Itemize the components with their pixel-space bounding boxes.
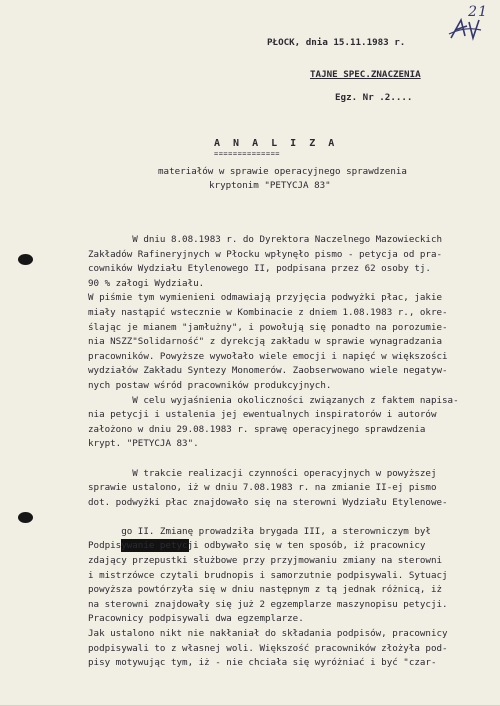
body-line: nia NSZZ"Solidarność" z dyrekcją zakładu w sprawie wynagradzania [88, 336, 443, 348]
body-line: założono w dniu 29.08.1983 r. sprawę operacyjnego sprawdzenia [88, 423, 426, 435]
subtitle-line-1: materiałów w sprawie operacyjnego sprawdzenia [158, 166, 407, 177]
punch-hole-bottom [18, 512, 33, 523]
body-line: Podpisywanie petycji odbywało się w ten sposób, iż pracownicy [88, 540, 426, 552]
body-line: cowników Wydziału Etylenowego II, podpisana przez 62 osoby tj. [88, 263, 431, 275]
body-line: Jak ustalono nikt nie nakłaniał do składania podpisów, pracownicy [88, 628, 448, 640]
body-line: ślając je mianem "jamłużny", i powołują się ponadto na porozumie- [88, 321, 448, 333]
handwritten-initials-mark [447, 16, 483, 42]
body-line: W celu wyjaśnienia okoliczności związanych z faktem napisa- [88, 394, 459, 406]
body-line: nych postaw wśród pracowników produkcyjnych. [88, 379, 332, 391]
body-line: W piśmie tym wymienieni odmawiają przyjęcia podwyżki płac, jakie [88, 292, 443, 304]
subtitle-line-2: kryptonim "PETYCJA 83" [209, 180, 331, 191]
body-line: 90 % załogi Wydziału. [88, 277, 205, 289]
body-line: zdający przepustki służbowe przy przyjmowaniu zmiany na sterowni [88, 555, 443, 567]
title-underline: ============== [214, 150, 281, 158]
copy-number: Egz. Nr .2.... [335, 92, 413, 103]
body-line: dot. podwyżki płac znajdowało się na sterowni Wydziału Etylenowe- [88, 496, 448, 508]
body-line: Zakładów Rafineryjnych w Płocku wpłynęło pismo - petycja od pra- [88, 248, 443, 260]
body-line-blank [88, 452, 488, 467]
body-line: powyższa powtórzyła się w dniu następnym z tą jednak różnicą, iż [88, 584, 443, 596]
body-line: wydziałów Zakładu Syntezy Monomerów. Zaobserwowano wiele negatyw- [88, 365, 448, 377]
body-line: pracowników. Powyższe wywołało wiele emocji i napięć w większości [88, 350, 448, 362]
body-line: podpisywali to z własnej woli. Większość pracowników złożyła pod- [88, 642, 448, 654]
document-body [88, 233, 488, 671]
body-line: miały nastąpić wstecznie w Kombinacie z dniem 1.08.1983 r., okre- [88, 306, 448, 318]
body-line: Pracownicy podpisywali dwa egzemplarze. [88, 613, 304, 625]
body-line: nia petycji i ustalenia jej ewentualnych inspiratorów i autorów [88, 409, 437, 421]
punch-hole-top [18, 254, 33, 265]
body-line: W dniu 8.08.1983 r. do Dyrektora Naczelnego Mazowieckich [88, 234, 443, 245]
body-line: na sterowni znajdowały się już 2 egzemplarze maszynopisu petycji. [88, 598, 448, 610]
classification-stamp: TAJNE SPEC.ZNACZENIA [310, 69, 421, 80]
body-line: i mistrzówce czytali brudnopis i samorzutnie podpisywali. Sytuacj [88, 569, 448, 581]
body-line-with-redaction [88, 510, 488, 537]
body-line: sprawie ustalono, iż w dniu 7.08.1983 r. na zmianie II-ej pismo [88, 482, 437, 494]
body-line: krypt. "PETYCJA 83". [88, 438, 199, 450]
body-line: pisy motywując tym, iż - nie chciała się wyróżniać i być "czar- [88, 657, 437, 669]
handwritten-page-number: 21 [468, 4, 488, 20]
body-line: W trakcie realizacji czynności operacyjnych w powyższej [88, 467, 437, 479]
place-and-date: PŁOCK, dnia 15.11.1983 r. [267, 37, 406, 48]
document-title: A N A L I Z A [214, 138, 338, 149]
body-line-text: go II. Zmianę prowadziła brygada III, a sterowniczym był [121, 525, 431, 537]
